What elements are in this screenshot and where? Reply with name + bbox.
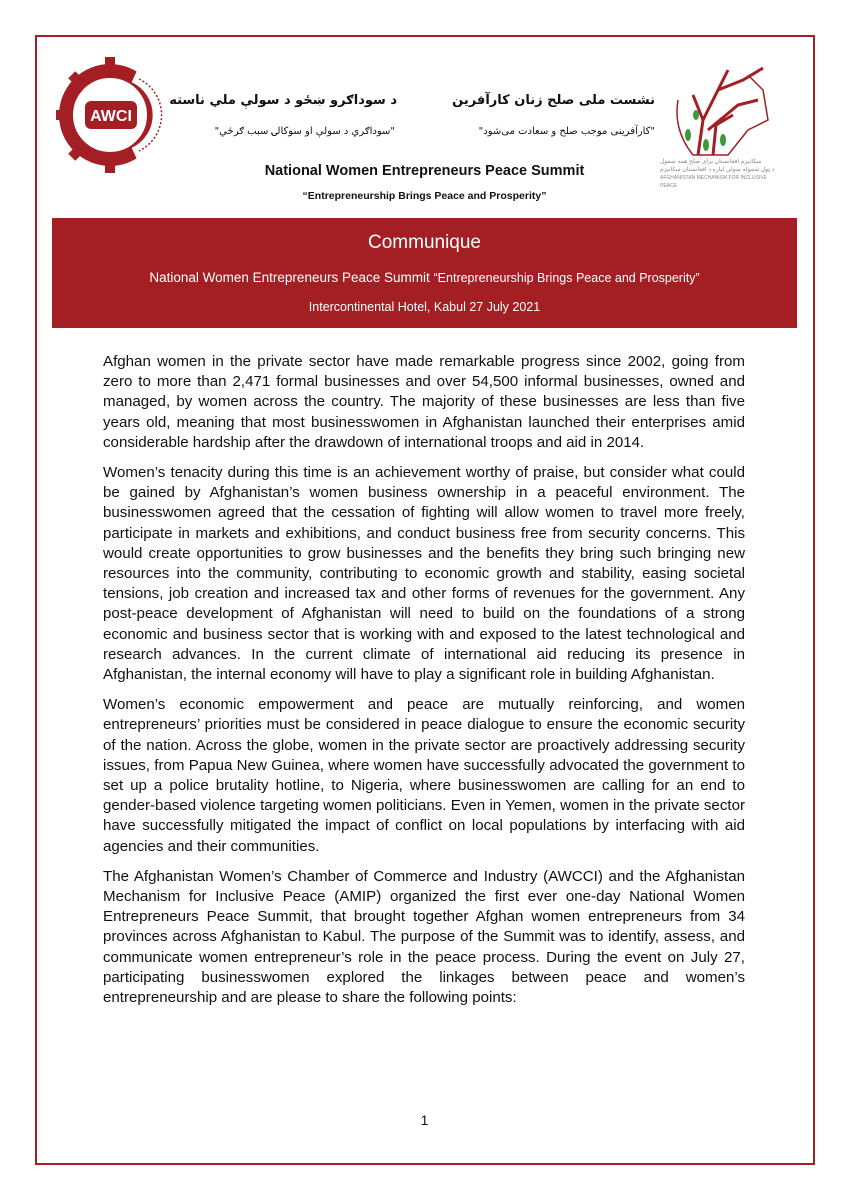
banner-slogan: “Entrepreneurship Brings Peace and Prosperity” (433, 271, 700, 285)
paragraph: Women’s tenacity during this time is an achievement worthy of praise, but consider what could be gained by Afghanistan’s women business ownership in a peaceful environment. The businesswomen agreed that the cessation of fighting will allow women to travel more freely, participate in markets and exhibitions, and conduct business free from security concerns. This would create opportunities to grow businesses and the benefits they bring such bringing new resources into the community, contributing to economic growth and stability, easing societal tensions, job creation and increased tax and other forms of revenues for the government. Any post-peace development of Afghanistan will need to build on the foundations of a strong economic and business sector that is working with and exposed to the latest technological and research advances. In the current climate of international aid reducing its presence in Afghanistan, the internal economy will have to play a significant role in building Afghanistan. (103, 464, 745, 684)
communique-body (103, 352, 745, 1018)
amip-caption-english: AFGHANISTAN MECHANISM FOR INCLUSIVE PEACE (660, 175, 767, 189)
communique-heading: Communique (368, 232, 481, 253)
amip-caption-pashto: د ټول شموله سولې لپاره د افغانستان میکانیزم (660, 167, 775, 173)
summit-title: National Women Entrepreneurs Peace Summit (264, 163, 585, 179)
pashto-title: د سوداګرو ښځو د سولې ملي ناسته (169, 93, 397, 108)
banner-summit-name: National Women Entrepreneurs Peace Summit (149, 270, 430, 285)
dari-subtitle: "کارآفرینی موجب صلح و سعادت می‌شود" (478, 126, 655, 137)
summit-slogan: “Entrepreneurship Brings Peace and Prosperity” (302, 190, 547, 202)
banner-venue-date: Intercontinental Hotel, Kabul 27 July 2021 (308, 300, 541, 314)
paragraph: Women’s economic empowerment and peace are mutually reinforcing, and women entrepreneurs’ priorities must be considered in peace dialogue to ensure the economic security of the nation. Across the globe, women in the private sector are proactively addressing security issues, from Papua New Guinea, where women have successfully advocated the government to set up a police brutality hotline, to Nigeria, where businesswomen are calling for an end to gender-based violence targeting women politicians. Even in Yemen, women in the private sector have successfully mitigated the impact of conflict on local populations by interfacing with aid agencies and their communities. (103, 696, 745, 855)
paragraph: Afghan women in the private sector have made remarkable progress since 2002, going from zero to more than 2,471 formal businesses and over 54,500 informal businesses, owned and managed, by women across the country. The majority of these businesses are less than five years old, meaning that most businesswomen in Afghanistan launched their enterprises amid considerable hardship after the drawdown of international troops and aid in 2014. (103, 353, 745, 451)
amip-caption-dari: میکانیزم افغانستان برای صلح همه شمول (660, 159, 762, 165)
svg-text:AWCI: AWCI (90, 108, 132, 125)
paragraph: The Afghanistan Women’s Chamber of Commerce and Industry (AWCCI) and the Afghanistan Mechanism for Inclusive Peace (AMIP) organized the first ever one-day National Women Entrepreneurs Peace Summit, that brought together Afghan women entrepreneurs from 34 provinces across Afghanistan to Kabul. The purpose of the Summit was to identify, assess, and communicate women entrepreneur’s role in the peace process. During the event on July 27, participating businesswomen explored the linkages between peace and women’s entrepreneurship and are please to share the following points: (103, 867, 745, 1007)
page-number: 1 (420, 1112, 429, 1128)
pashto-subtitle: "سوداګري د سولې او سوکالۍ سبب ګرځي" (214, 126, 395, 137)
banner-summit-line (52, 270, 797, 285)
awcci-logo (55, 55, 175, 175)
communique-banner (52, 218, 797, 328)
amip-tree-logo (668, 60, 778, 160)
dari-title: نشست ملی صلح زنان کارآفرین (452, 93, 655, 108)
